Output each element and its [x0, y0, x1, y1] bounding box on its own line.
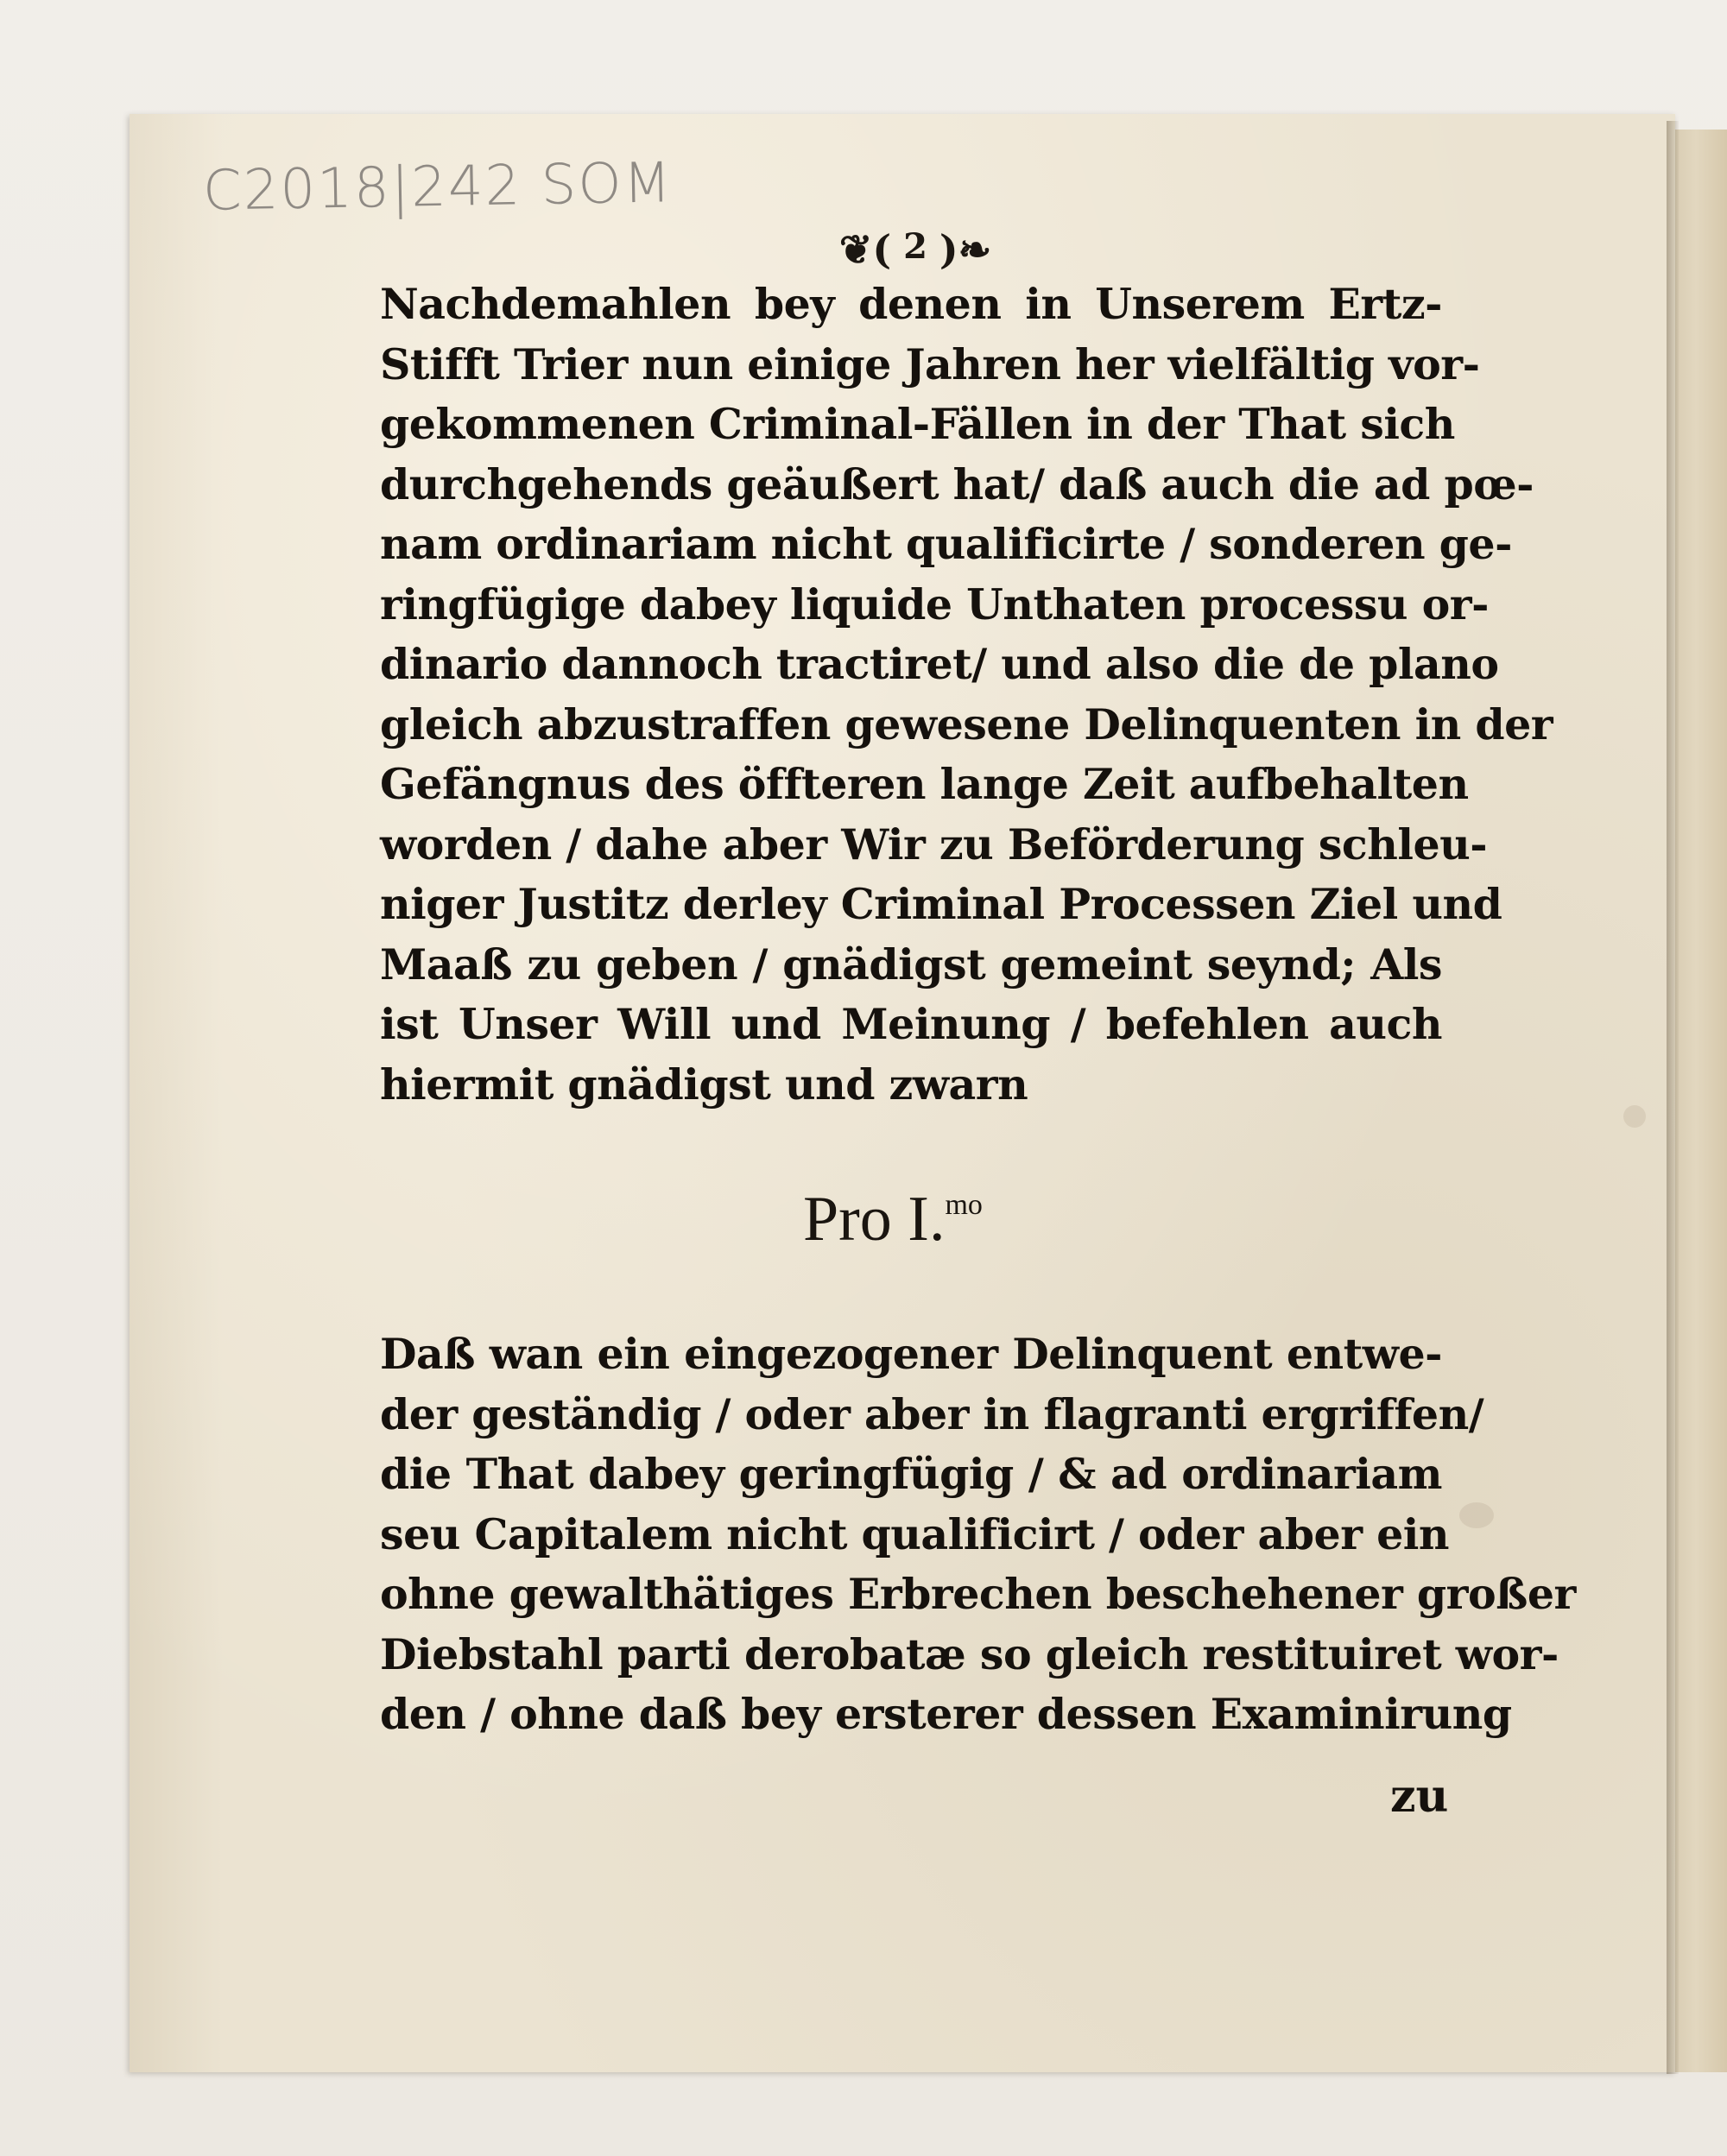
page-gutter — [1667, 121, 1679, 2074]
text-line: ist Unser Will und Meinung / befehlen auch — [380, 999, 1442, 1049]
text-line: nam ordinariam nicht qualificirte / sonderen ge- — [380, 519, 1512, 569]
text-line: den / ohne daß bey ersterer dessen Examinirung — [380, 1689, 1512, 1739]
facing-page-edge — [1675, 130, 1727, 2072]
text-line: der geständig / oder aber in flagranti ergriffen/ — [380, 1388, 1484, 1439]
paragraph-2 — [380, 1325, 1576, 1745]
shelfmark-annotation: C2018|242 SOM — [202, 151, 674, 224]
paragraph-1 — [380, 275, 1553, 1115]
ink-spot — [1623, 1105, 1646, 1128]
text-line: Maaß zu geben / gnädigst gemeint seynd; Als — [380, 939, 1442, 989]
text-line: seu Capitalem nicht qualificirt / oder aber ein — [380, 1508, 1449, 1559]
text-line: dinario dannoch tractiret/ und also die de plano — [380, 639, 1499, 689]
text-line: ohne gewalthätiges Erbrechen beschehener großer — [380, 1569, 1576, 1619]
text-line: worden / dahe aber Wir zu Beförderung schleu- — [380, 819, 1488, 869]
section-heading — [803, 1183, 983, 1256]
text-line: ringfügige dabey liquide Unthaten processu or- — [380, 579, 1489, 629]
text-line: hiermit gnädigst und zwarn — [380, 1059, 1028, 1110]
ink-spot — [1459, 1502, 1494, 1528]
text-line: die That dabey geringfügig / & ad ordinariam — [380, 1449, 1442, 1499]
ornament-right-icon: )❧ — [939, 226, 992, 273]
ornament-left-icon: ❦( — [838, 226, 892, 273]
page-number-value: 2 — [903, 226, 927, 267]
text-line: gleich abzustraffen gewesene Delinquenten in der — [380, 699, 1553, 749]
page-number — [812, 226, 1019, 273]
text-line: Nachdemahlen bey denen in Unserem Ertz- — [380, 279, 1442, 329]
text-line: Diebstahl parti derobatæ so gleich restituiret wor- — [380, 1628, 1559, 1679]
text-line: Stifft Trier nun einige Jahren her vielfältig vor- — [380, 338, 1480, 389]
text-line: Gefängnus des öffteren lange Zeit aufbehalten — [380, 759, 1469, 809]
text-line: niger Justitz derley Criminal Processen Ziel und — [380, 879, 1502, 929]
text-line: gekommenen Criminal-Fällen in der That sich — [380, 399, 1455, 449]
section-heading-superscript: mo — [945, 1189, 983, 1221]
section-heading-text: Pro I. — [803, 1184, 946, 1255]
text-line: durchgehends geäußert hat/ daß auch die ad pœ- — [380, 458, 1534, 509]
catchword: zu — [1390, 1770, 1449, 1823]
text-line: Daß wan ein eingezogener Delinquent entwe- — [380, 1329, 1442, 1379]
